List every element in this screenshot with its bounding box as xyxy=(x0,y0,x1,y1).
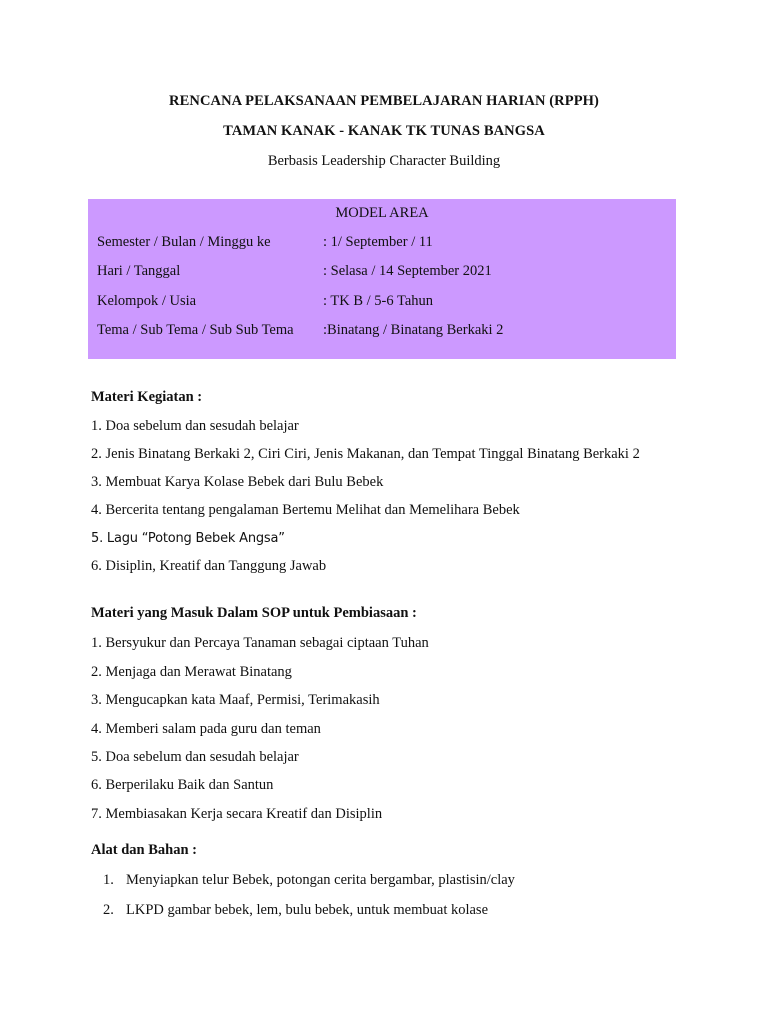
alat-bahan-heading: Alat dan Bahan : xyxy=(91,842,197,858)
info-value: : 1/ September / 11 xyxy=(323,234,433,250)
list-item: 2. Jenis Binatang Berkaki 2, Ciri Ciri, Jenis Makanan, dan Tempat Tinggal Binatang Berkaki 2 xyxy=(91,446,640,462)
info-value: :Binatang / Binatang Berkaki 2 xyxy=(323,322,504,338)
list-item xyxy=(0,902,768,922)
list-item xyxy=(0,872,768,892)
list-item: 3. Mengucapkan kata Maaf, Permisi, Terimakasih xyxy=(91,692,380,708)
info-value: : Selasa / 14 September 2021 xyxy=(323,263,492,279)
list-item: 1. Bersyukur dan Percaya Tanaman sebagai ciptaan Tuhan xyxy=(91,635,429,651)
list-item: 5. Doa sebelum dan sesudah belajar xyxy=(91,749,299,765)
list-item: 5. Lagu “Potong Bebek Angsa” xyxy=(91,531,285,546)
school-name: TAMAN KANAK - KANAK TK TUNAS BANGSA xyxy=(223,123,545,139)
model-area-title: MODEL AREA xyxy=(335,205,429,221)
list-number: 1. xyxy=(103,872,114,888)
document-subtitle: Berbasis Leadership Character Building xyxy=(267,153,501,169)
info-label: Kelompok / Usia xyxy=(97,293,197,309)
info-value: : TK B / 5-6 Tahun xyxy=(323,293,434,309)
info-label: Semester / Bulan / Minggu ke xyxy=(97,234,271,250)
list-text: Menyiapkan telur Bebek, potongan cerita bergambar, plastisin/clay xyxy=(126,872,515,888)
list-item: 7. Membiasakan Kerja secara Kreatif dan Disiplin xyxy=(91,806,383,822)
list-item: 1. Doa sebelum dan sesudah belajar xyxy=(91,418,299,434)
materi-sop-heading: Materi yang Masuk Dalam SOP untuk Pembiasaan : xyxy=(91,605,417,621)
list-item: 6. Disiplin, Kreatif dan Tanggung Jawab xyxy=(91,558,327,574)
list-item: 3. Membuat Karya Kolase Bebek dari Bulu Bebek xyxy=(91,474,384,490)
info-label: Hari / Tanggal xyxy=(97,263,181,279)
list-item: 4. Memberi salam pada guru dan teman xyxy=(91,721,321,737)
list-item: 4. Bercerita tentang pengalaman Bertemu Melihat dan Memelihara Bebek xyxy=(91,502,520,518)
materi-kegiatan-heading: Materi Kegiatan : xyxy=(91,389,203,405)
list-text: LKPD gambar bebek, lem, bulu bebek, untuk membuat kolase xyxy=(126,902,489,918)
list-number: 2. xyxy=(103,902,114,918)
document-title: RENCANA PELAKSANAAN PEMBELAJARAN HARIAN (RPPH) xyxy=(169,93,599,109)
info-label: Tema / Sub Tema / Sub Sub Tema xyxy=(97,322,294,338)
model-area-box xyxy=(88,199,676,359)
list-item: 6. Berperilaku Baik dan Santun xyxy=(91,777,274,793)
list-item: 2. Menjaga dan Merawat Binatang xyxy=(91,664,292,680)
